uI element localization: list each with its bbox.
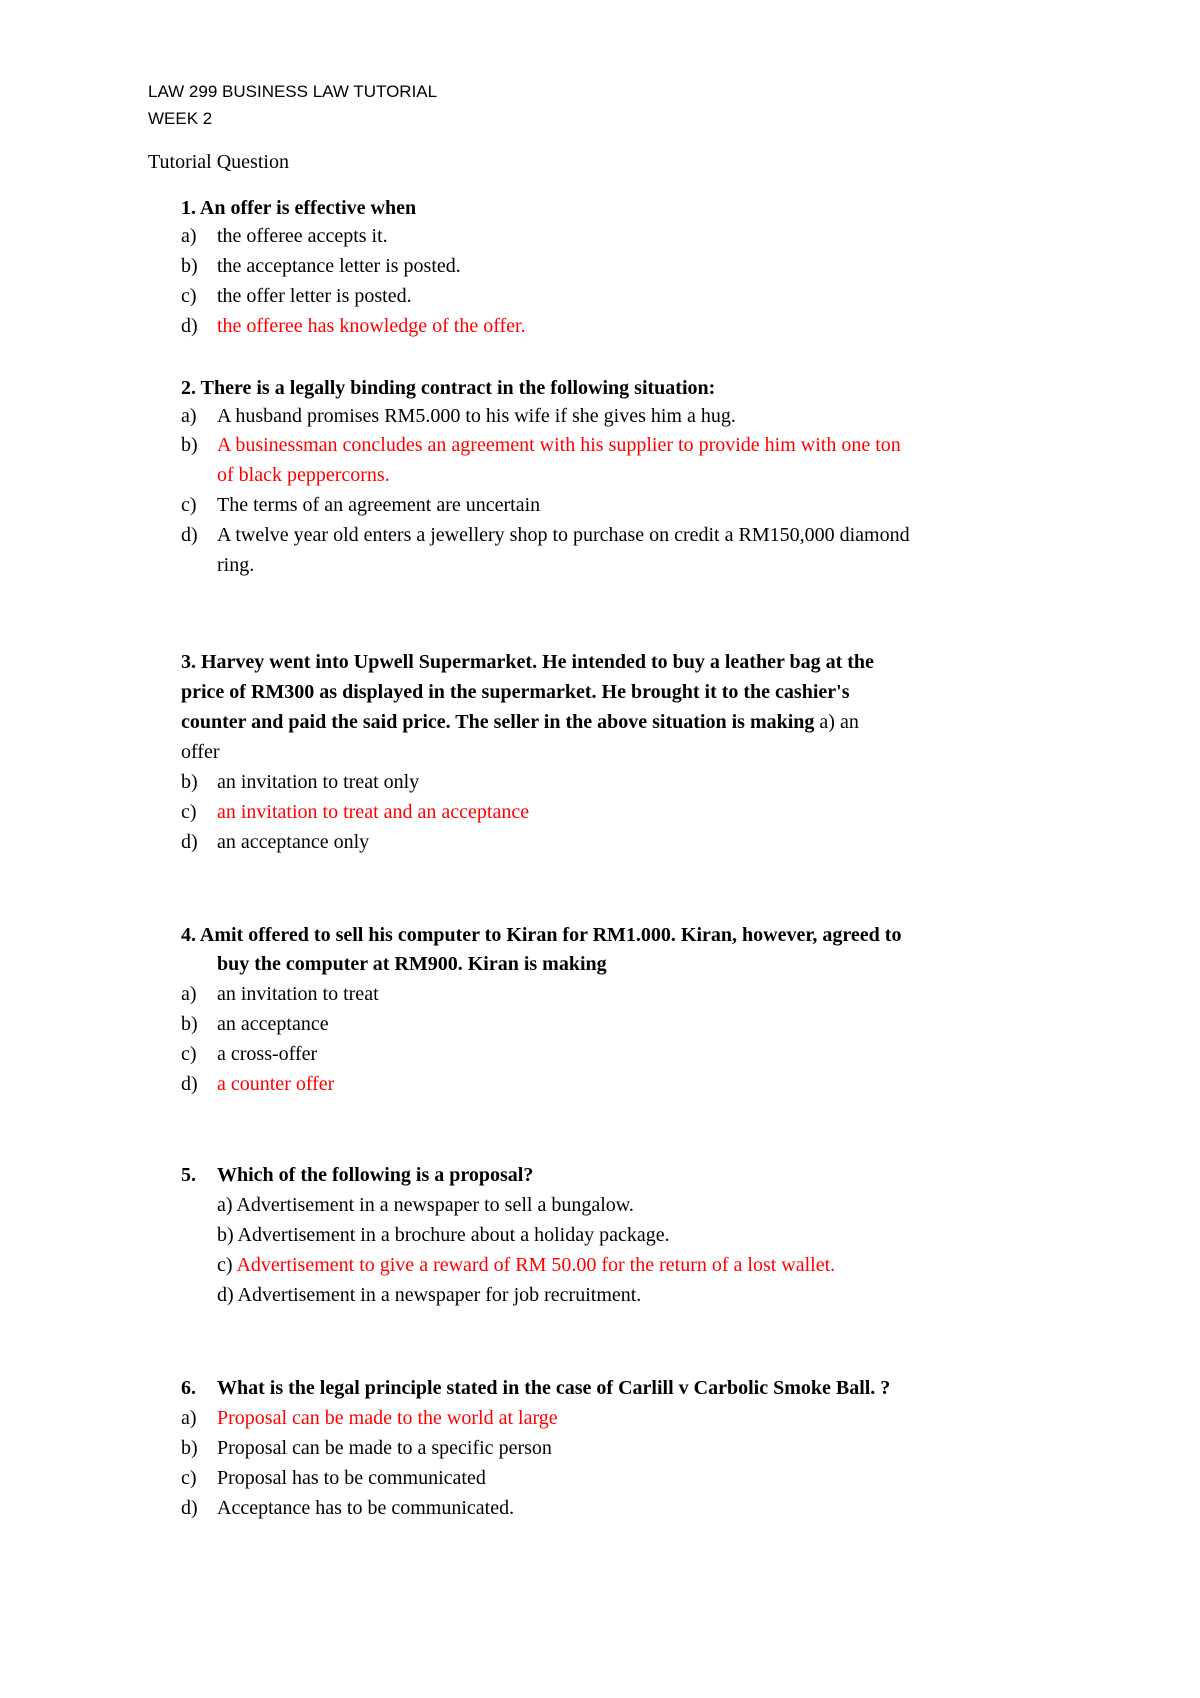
q3-option-b-marker: b) (181, 771, 198, 793)
question-3-line1: 3. Harvey went into Upwell Supermarket. He intended to buy a leather bag at the (181, 651, 874, 673)
q6-option-d: Acceptance has to be communicated. (217, 1497, 515, 1519)
q3-option-d: an acceptance only (217, 831, 370, 853)
q2-option-a-marker: a) (181, 405, 197, 427)
q3-option-a-marker: a) (819, 711, 835, 733)
question-3-line3-text: counter and paid the said price. The seller in the above situation is making (181, 711, 815, 733)
q1-option-a: the offeree accepts it. (217, 225, 388, 247)
q4-option-b-marker: b) (181, 1013, 198, 1035)
q3-option-c-marker: c) (181, 801, 197, 823)
q4-answer-d: a counter offer (217, 1073, 335, 1095)
q6-option-a-marker: a) (181, 1407, 197, 1429)
question-6: What is the legal principle stated in the case of Carlill v Carbolic Smoke Ball. ? (217, 1377, 891, 1399)
question-3-line2: price of RM300 as displayed in the supermarket. He brought it to the cashier's (181, 681, 850, 703)
q6-option-b: Proposal can be made to a specific person (217, 1437, 552, 1459)
q1-option-d-marker: d) (181, 315, 198, 337)
q6-option-c: Proposal has to be communicated (217, 1467, 486, 1489)
q3-option-a-line1: an (839, 711, 859, 733)
question-3-line3 (181, 710, 859, 734)
question-1: 1. An offer is effective when (181, 197, 417, 219)
question-4-line1: 4. Amit offered to sell his computer to Kiran for RM1.000. Kiran, however, agreed to (181, 924, 902, 946)
q2-option-a: A husband promises RM5.000 to his wife if she gives him a hug. (217, 405, 736, 427)
q5-option-a: a) Advertisement in a newspaper to sell a bungalow. (217, 1194, 634, 1216)
question-5-number: 5. (181, 1164, 196, 1186)
q6-option-b-marker: b) (181, 1437, 198, 1459)
q4-option-c-marker: c) (181, 1043, 197, 1065)
question-4-line2: buy the computer at RM900. Kiran is making (217, 953, 607, 975)
q5-answer-c: Advertisement to give a reward of RM 50.00 for the return of a lost wallet. (236, 1254, 836, 1276)
q2-option-c: The terms of an agreement are uncertain (217, 494, 541, 516)
q6-option-d-marker: d) (181, 1497, 198, 1519)
q4-option-a-marker: a) (181, 983, 197, 1005)
course-title: LAW 299 BUSINESS LAW TUTORIAL (148, 82, 438, 101)
q3-option-b: an invitation to treat only (217, 771, 420, 793)
q2-option-c-marker: c) (181, 494, 197, 516)
q2-option-d-line1: A twelve year old enters a jewellery shop to purchase on credit a RM150,000 diamond (217, 524, 910, 546)
q2-option-b-marker: b) (181, 434, 198, 456)
q6-option-c-marker: c) (181, 1467, 197, 1489)
q1-option-b: the acceptance letter is posted. (217, 255, 461, 277)
section-title: Tutorial Question (148, 151, 289, 173)
q1-answer-d: the offeree has knowledge of the offer. (217, 315, 526, 337)
q5-option-c-marker: c) (217, 1254, 233, 1276)
q4-option-b: an acceptance (217, 1013, 329, 1035)
q2-answer-b-line2: of black peppercorns. (217, 464, 390, 486)
q3-option-a-line2: offer (181, 741, 220, 763)
q4-option-a: an invitation to treat (217, 983, 379, 1005)
q6-answer-a: Proposal can be made to the world at large (217, 1407, 558, 1429)
q1-option-c-marker: c) (181, 285, 197, 307)
q5-option-d: d) Advertisement in a newspaper for job recruitment. (217, 1284, 642, 1306)
question-5: Which of the following is a proposal? (217, 1164, 534, 1186)
q5-option-b: b) Advertisement in a brochure about a holiday package. (217, 1224, 670, 1246)
q2-option-d-line2: ring. (217, 554, 255, 576)
week-label: WEEK 2 (148, 109, 213, 128)
q3-answer-c: an invitation to treat and an acceptance (217, 801, 530, 823)
q2-answer-b-line1: A businessman concludes an agreement with his supplier to provide him with one ton (217, 434, 901, 456)
q5-option-c-row (217, 1253, 835, 1277)
question-2: 2. There is a legally binding contract in the following situation: (181, 377, 716, 399)
q2-option-d-marker: d) (181, 524, 198, 546)
q1-option-a-marker: a) (181, 225, 197, 247)
q4-option-c: a cross-offer (217, 1043, 318, 1065)
q1-option-b-marker: b) (181, 255, 198, 277)
q1-option-c: the offer letter is posted. (217, 285, 412, 307)
q3-option-d-marker: d) (181, 831, 198, 853)
question-6-number: 6. (181, 1377, 196, 1399)
q4-option-d-marker: d) (181, 1073, 198, 1095)
